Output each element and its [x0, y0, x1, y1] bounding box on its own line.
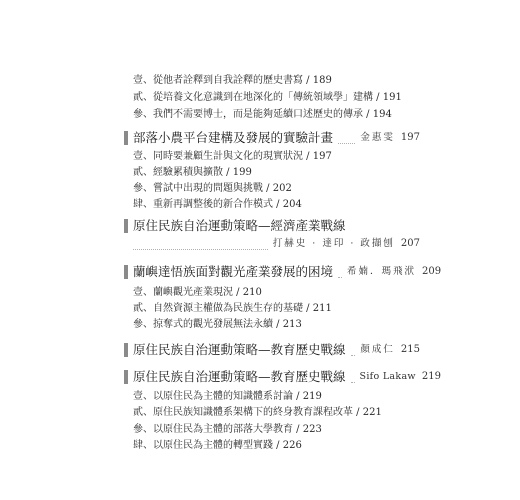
chapter-marker-bar — [124, 343, 128, 357]
toc-subentry: 參、以原住民為主體的部落大學教育 / 223 — [133, 424, 322, 435]
chapter-author: 打赫史 · 達印 · 政擷刨 — [272, 238, 395, 249]
chapter-author: Sifo Lakaw — [359, 371, 416, 382]
dot-leader — [133, 238, 268, 250]
toc-subentry: 貳、經驗累積與擴散 / 199 — [133, 167, 252, 178]
chapter-marker-bar — [124, 219, 128, 233]
toc-chapter-entry — [124, 217, 420, 235]
toc-subentry: 壹、從他者詮釋到自我詮釋的歷史書寫 / 189 — [133, 75, 332, 86]
toc-subentry: 貳、原住民族知識體系架構下的終身教育課程改革 / 221 — [133, 407, 382, 418]
toc-subentry: 貳、自然資源主權做為民族生存的基礎 / 211 — [133, 303, 332, 314]
chapter-author: 顏成仁 — [360, 344, 395, 355]
toc-chapter-entry — [124, 368, 441, 386]
dot-leader — [351, 344, 356, 356]
toc-subentry: 參、我們不需要博士，而是能夠延續口述歷史的傳承 / 194 — [133, 109, 392, 120]
chapter-page-number: 219 — [421, 371, 441, 382]
toc-subentry: 肆、以原住民為主體的轉型實踐 / 226 — [133, 440, 302, 451]
toc-chapter-entry — [124, 129, 420, 147]
toc-subentry: 壹、以原住民為主體的知識體系討論 / 219 — [133, 391, 322, 402]
chapter-title: 原住民族自治運動策略—經濟產業戰線 — [133, 218, 346, 233]
toc-chapter-author-line — [124, 235, 420, 253]
toc-subentry: 參、掠奪式的觀光發展無法永續 / 213 — [133, 319, 302, 330]
toc-subentry: 壹、蘭嶼觀光產業現況 / 210 — [133, 287, 262, 298]
chapter-marker-bar — [124, 370, 128, 384]
dot-leader — [338, 266, 342, 278]
chapter-title: 原住民族自治運動策略—教育歷史戰線 — [133, 342, 346, 357]
toc-subentry: 貳、從培養文化意識到在地深化的「傳統領域學」建構 / 191 — [133, 92, 402, 103]
chapter-title: 部落小農平台建構及發展的實驗計畫 — [133, 130, 334, 145]
dot-leader — [351, 371, 355, 383]
chapter-page-number: 207 — [400, 238, 420, 249]
chapter-author: 金惠雯 — [360, 132, 395, 143]
toc-subentry: 壹、同時要兼顧生計與文化的現實狀況 / 197 — [133, 151, 332, 162]
toc-subentry: 肆、重新再調整後的新合作模式 / 204 — [133, 199, 302, 210]
chapter-page-number: 209 — [422, 266, 442, 277]
chapter-author: 希婻．瑪飛洑 — [347, 266, 417, 277]
chapter-title: 原住民族自治運動策略—教育歷史戰線 — [133, 369, 346, 384]
chapter-marker-bar — [124, 265, 128, 279]
dot-leader — [338, 132, 355, 144]
toc-chapter-entry — [124, 263, 442, 281]
toc-chapter-entry — [124, 341, 420, 359]
chapter-page-number: 215 — [400, 344, 420, 355]
chapter-title: 蘭嶼達悟族面對觀光產業發展的困境 — [133, 264, 334, 279]
chapter-marker-bar — [124, 131, 128, 145]
chapter-page-number: 197 — [400, 132, 420, 143]
toc-subentry: 參、嘗試中出現的問題與挑戰 / 202 — [133, 183, 292, 194]
